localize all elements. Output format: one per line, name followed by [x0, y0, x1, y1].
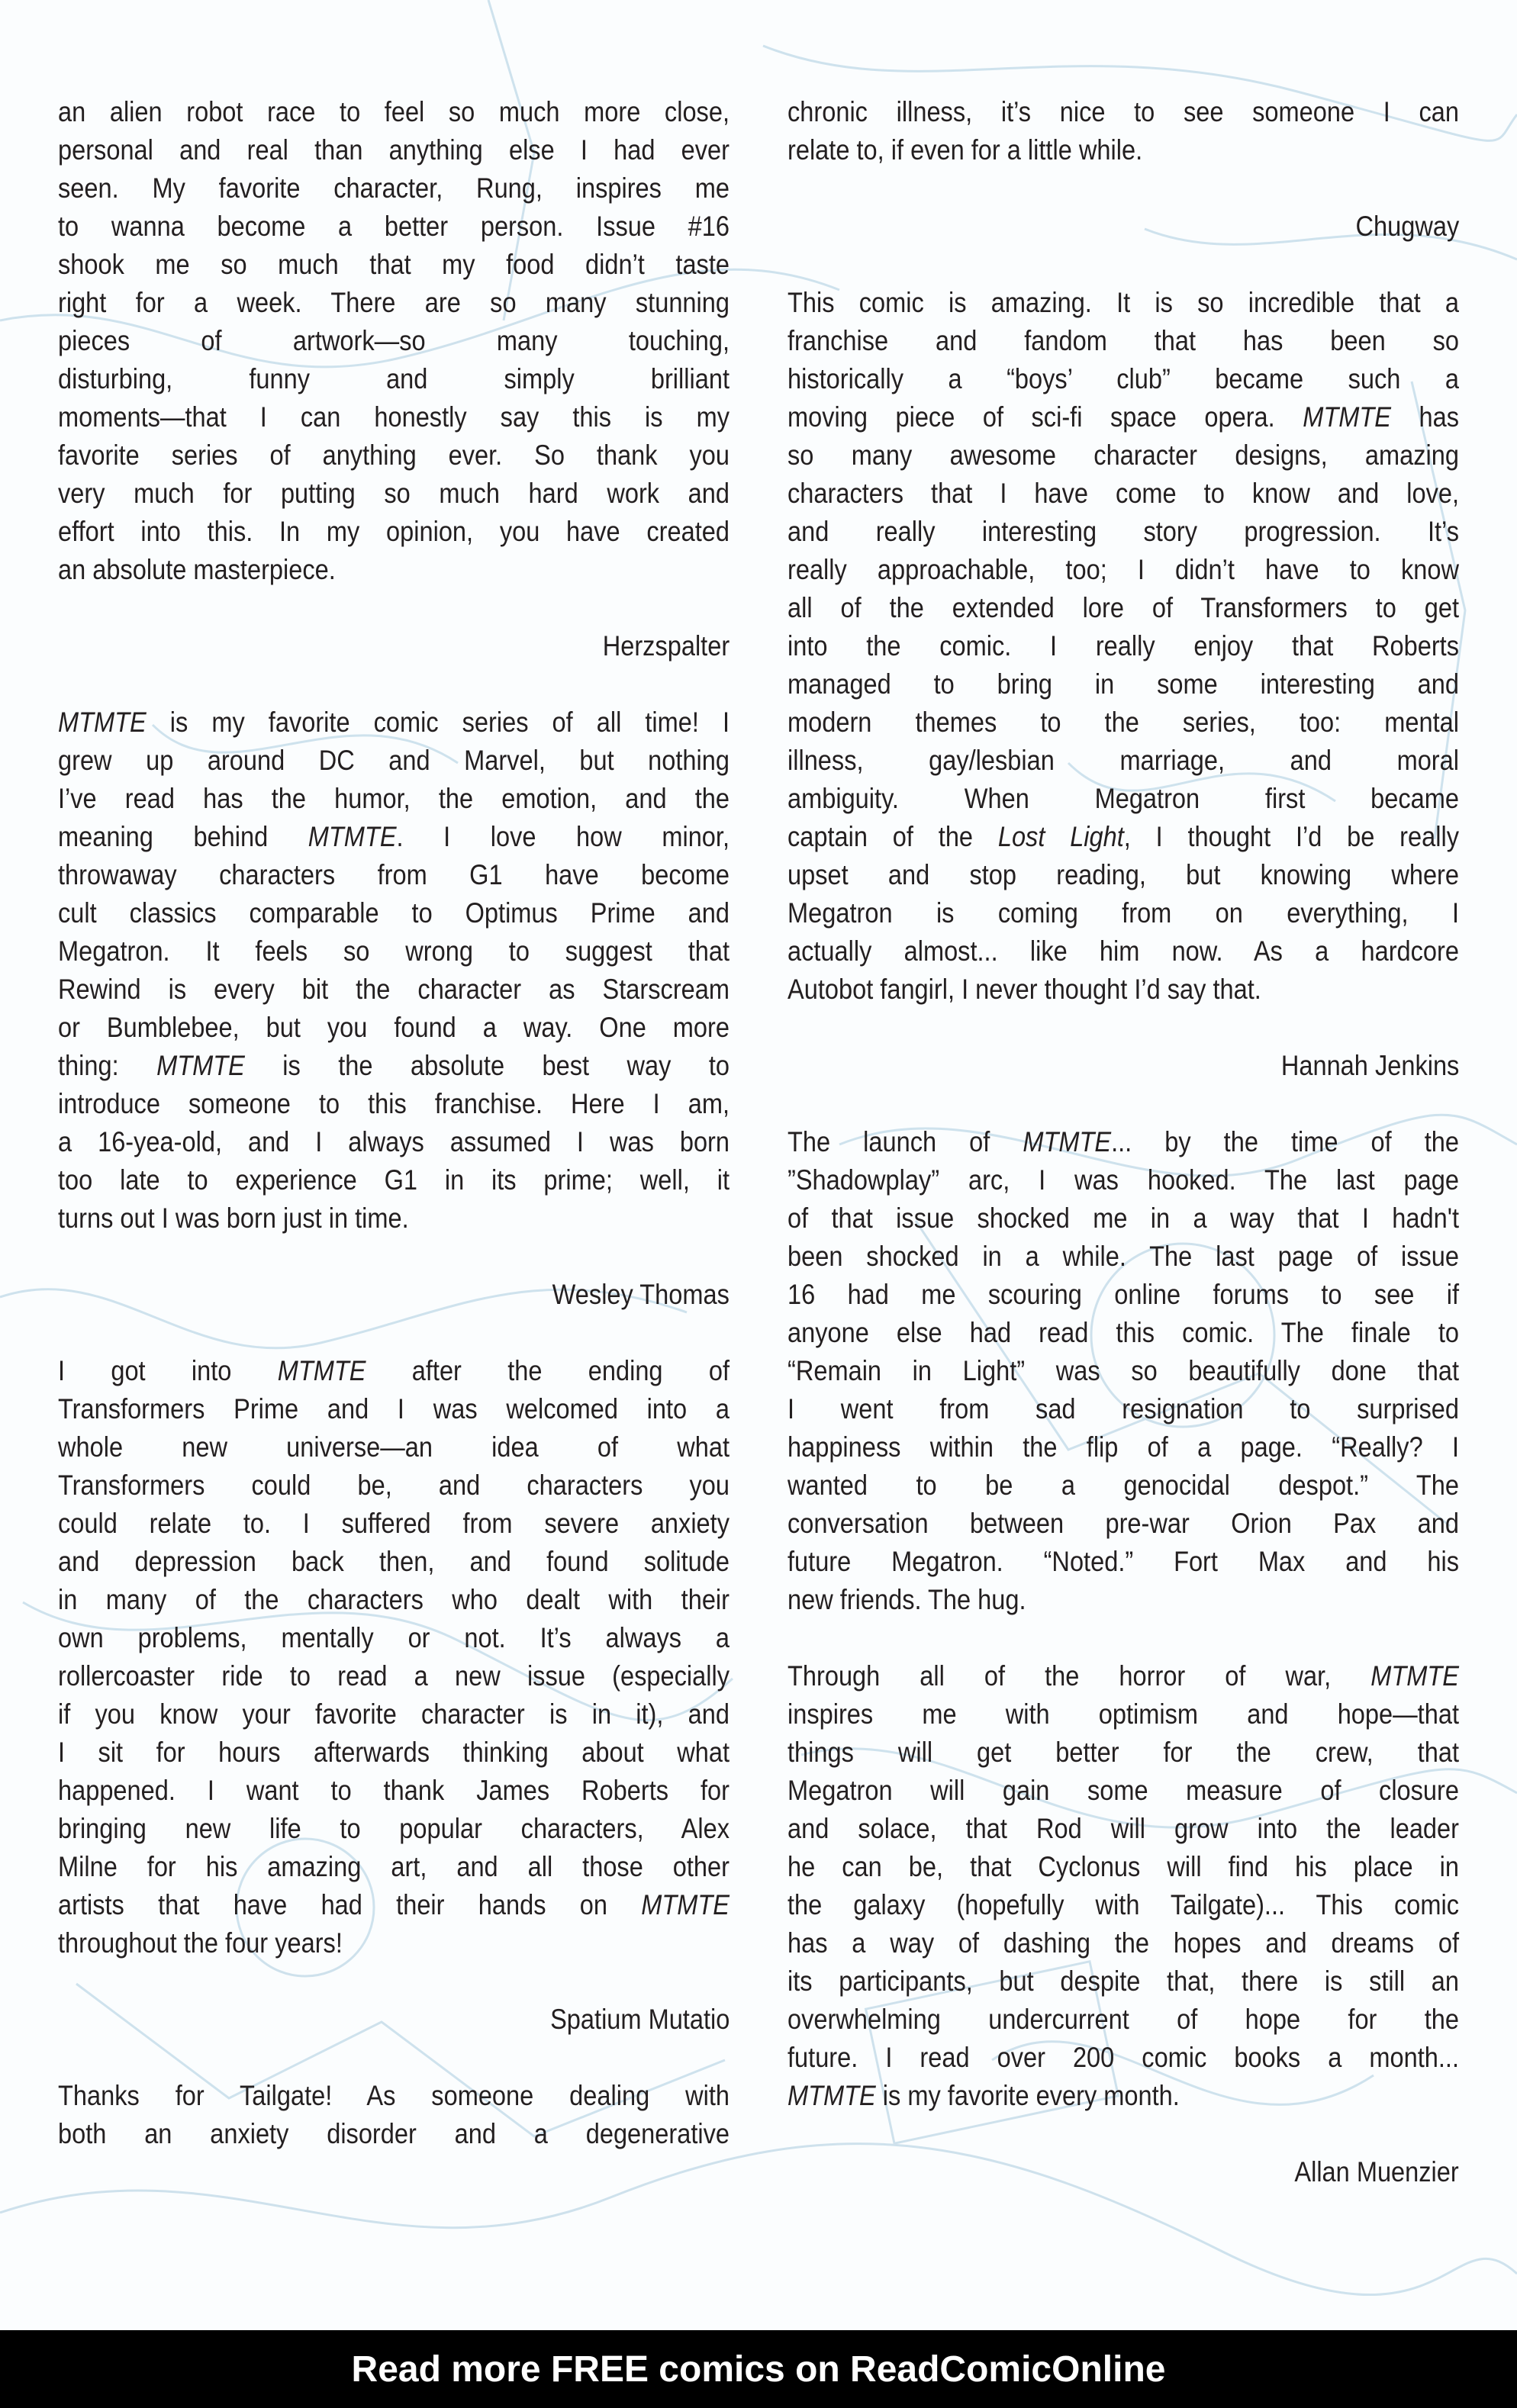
text-line: too late to experience G1 in its prime; well, it	[58, 1164, 730, 1196]
text-line: really approachable, too; I didn’t have to know	[787, 554, 1459, 585]
italic-title: MTMTE	[641, 1889, 730, 1920]
italic-title: MTMTE	[787, 2080, 876, 2111]
letter-paragraph	[58, 2077, 730, 2153]
text-line: inspires me with optimism and hope—that	[787, 1698, 1459, 1730]
signature-name: Wesley Thomas	[552, 1279, 730, 1310]
text-line: Milne for his amazing art, and all those other	[58, 1851, 730, 1882]
text-line: has a way of dashing the hopes and dreams of	[787, 1927, 1459, 1959]
text-line: This comic is amazing. It is so incredible that a	[787, 287, 1459, 318]
text-line: The launch of MTMTE... by the time of the	[787, 1126, 1459, 1157]
text-line: turns out I was born just in time.	[58, 1202, 409, 1234]
text-line: conversation between pre-war Orion Pax and	[787, 1508, 1459, 1539]
text-line: could relate to. I suffered from severe anxiety	[58, 1508, 730, 1539]
text-line: shook me so much that my food didn’t taste	[58, 249, 730, 280]
letter-signature	[787, 2153, 1459, 2191]
text-line: anyone else had read this comic. The finale to	[787, 1317, 1459, 1348]
text-line: the galaxy (hopefully with Tailgate)... This comic	[787, 1889, 1459, 1920]
italic-title: MTMTE	[308, 821, 397, 852]
text-line: managed to bring in some interesting and	[787, 668, 1459, 700]
letters-column-right	[787, 93, 1459, 2229]
text-line: its participants, but despite that, there is still an	[787, 1965, 1459, 1997]
text-line: whole new universe—an idea of what	[58, 1431, 730, 1463]
text-line: future. I read over 200 comic books a month...	[787, 2042, 1459, 2073]
text-line: all of the extended lore of Transformers to get	[787, 592, 1459, 623]
text-line: 16 had me scouring online forums to see if	[787, 1279, 1459, 1310]
text-line: introduce someone to this franchise. Here I am,	[58, 1088, 730, 1119]
text-line: moments—that I can honestly say this is my	[58, 401, 730, 433]
text-line: “Remain in Light” was so beautifully done that	[787, 1355, 1459, 1386]
text-line: Rewind is every bit the character as Starscream	[58, 974, 730, 1005]
text-line: Megatron. It feels so wrong to suggest that	[58, 935, 730, 967]
text-line: modern themes to the series, too: mental	[787, 707, 1459, 738]
italic-title: MTMTE	[1370, 1660, 1459, 1692]
text-line: moving piece of sci-fi space opera. MTMTE has	[787, 401, 1460, 433]
letter-paragraph	[58, 703, 730, 1238]
text-line: I’ve read has the humor, the emotion, and the	[58, 783, 730, 814]
text-line: effort into this. In my opinion, you have created	[58, 516, 730, 547]
text-line: historically a “boys’ club” became such a	[787, 363, 1459, 394]
text-line: thing: MTMTE is the absolute best way to	[58, 1050, 730, 1081]
text-line: to wanna become a better person. Issue #16	[58, 211, 730, 242]
text-line: happened. I want to thank James Roberts for	[58, 1775, 730, 1806]
letter-signature	[58, 627, 730, 665]
text-line: chronic illness, it’s nice to see someone I can	[787, 96, 1459, 127]
text-line: and really interesting story progression. It’s	[787, 516, 1459, 547]
signature-name: Herzspalter	[602, 630, 730, 662]
signature-name: Spatium Mutatio	[549, 2004, 730, 2035]
letter-paragraph	[58, 1352, 730, 1962]
footer-banner-text[interactable]: Read more FREE comics on ReadComicOnline	[351, 2348, 1166, 2390]
text-line: and solace, that Rod will grow into the leader	[787, 1813, 1459, 1844]
text-line: into the comic. I really enjoy that Roberts	[787, 630, 1459, 662]
text-line: ”Shadowplay” arc, I was hooked. The last page	[787, 1164, 1459, 1196]
text-line: I got into MTMTE after the ending of	[58, 1355, 730, 1386]
text-line: future Megatron. “Noted.” Fort Max and his	[787, 1546, 1459, 1577]
letters-column-left	[58, 93, 730, 2191]
text-line: franchise and fandom that has been so	[787, 325, 1459, 356]
text-line: meaning behind MTMTE. I love how minor,	[58, 821, 730, 852]
italic-title: Lost Light	[997, 821, 1124, 852]
text-line: MTMTE is my favorite comic series of all time! I	[58, 707, 730, 738]
text-line: wanted to be a genocidal despot.” The	[787, 1470, 1459, 1501]
text-line: characters that I have come to know and love,	[787, 478, 1459, 509]
text-line: MTMTE is my favorite every month.	[787, 2080, 1180, 2111]
text-line: bringing new life to popular characters, Alex	[58, 1813, 730, 1844]
signature-name: Hannah Jenkins	[1280, 1050, 1459, 1081]
text-line: Megatron will gain some measure of closure	[787, 1775, 1459, 1806]
letter-signature	[58, 2001, 730, 2039]
text-line: personal and real than anything else I had ever	[58, 134, 730, 166]
text-line: I went from sad resignation to surprised	[787, 1393, 1459, 1425]
text-line: an absolute masterpiece.	[58, 554, 336, 585]
text-line: artists that have had their hands on MTMTE	[58, 1889, 730, 1920]
text-line: a 16-yea-old, and I always assumed I was born	[58, 1126, 730, 1157]
text-line: right for a week. There are so many stunning	[58, 287, 730, 318]
text-line: ambiguity. When Megatron first became	[787, 783, 1459, 814]
text-line: new friends. The hug.	[787, 1584, 1026, 1615]
letter-signature	[58, 1276, 730, 1314]
text-line: Transformers could be, and characters you	[58, 1470, 730, 1501]
text-line: of that issue shocked me in a way that I hadn't	[787, 1202, 1459, 1234]
italic-title: MTMTE	[1303, 401, 1391, 433]
text-line: if you know your favorite character is in it), and	[58, 1698, 730, 1730]
text-line: things will get better for the crew, that	[787, 1737, 1459, 1768]
letter-signature	[787, 1047, 1459, 1085]
signature-name: Allan Muenzier	[1294, 2156, 1459, 2187]
text-line: Transformers Prime and I was welcomed into a	[58, 1393, 730, 1425]
text-line: cult classics comparable to Optimus Prime and	[58, 897, 730, 929]
text-line: and depression back then, and found solitude	[58, 1546, 730, 1577]
letter-paragraph	[787, 1657, 1459, 2115]
text-line: an alien robot race to feel so much more close,	[58, 96, 730, 127]
text-line: illness, gay/lesbian marriage, and moral	[787, 745, 1459, 776]
italic-title: MTMTE	[156, 1050, 245, 1081]
text-line: grew up around DC and Marvel, but nothing	[58, 745, 730, 776]
text-line: I sit for hours afterwards thinking about what	[58, 1737, 730, 1768]
italic-title: MTMTE	[1023, 1126, 1112, 1157]
letter-paragraph	[58, 93, 730, 589]
text-line: happiness within the flip of a page. “Really? I	[787, 1431, 1459, 1463]
text-line: in many of the characters who dealt with their	[58, 1584, 730, 1615]
text-line: so many awesome character designs, amazing	[787, 439, 1459, 471]
italic-title: MTMTE	[58, 707, 147, 738]
letter-paragraph	[787, 284, 1459, 1009]
text-line: favorite series of anything ever. So thank you	[58, 439, 730, 471]
text-line: disturbing, funny and simply brilliant	[58, 363, 730, 394]
text-line: or Bumblebee, but you found a way. One more	[58, 1012, 730, 1043]
text-line: relate to, if even for a little while.	[787, 134, 1143, 166]
letter-paragraph	[787, 1123, 1459, 1619]
text-line: seen. My favorite character, Rung, inspires me	[58, 172, 730, 204]
signature-name: Chugway	[1355, 211, 1459, 242]
text-line: own problems, mentally or not. It’s always a	[58, 1622, 730, 1653]
text-line: actually almost... like him now. As a hardcore	[787, 935, 1459, 967]
text-line: pieces of artwork—so many touching,	[58, 325, 730, 356]
footer-banner[interactable]	[0, 2330, 1517, 2408]
text-line: been shocked in a while. The last page of issue	[787, 1241, 1459, 1272]
letter-signature	[787, 208, 1459, 246]
text-line: throwaway characters from G1 have become	[58, 859, 730, 890]
italic-title: MTMTE	[277, 1355, 366, 1386]
text-line: captain of the Lost Light, I thought I’d be really	[787, 821, 1459, 852]
text-line: Through all of the horror of war, MTMTE	[787, 1660, 1459, 1692]
text-line: throughout the four years!	[58, 1927, 343, 1959]
text-line: upset and stop reading, but knowing where	[787, 859, 1459, 890]
text-line: Megatron is coming from on everything, I	[787, 897, 1459, 929]
text-line: both an anxiety disorder and a degenerative	[58, 2118, 730, 2149]
text-line: Thanks for Tailgate! As someone dealing with	[58, 2080, 730, 2111]
text-line: Autobot fangirl, I never thought I’d say that.	[787, 974, 1261, 1005]
text-line: overwhelming undercurrent of hope for the	[787, 2004, 1459, 2035]
letter-paragraph	[787, 93, 1459, 169]
text-line: rollercoaster ride to read a new issue (especially	[58, 1660, 730, 1692]
text-line: very much for putting so much hard work and	[58, 478, 730, 509]
text-line: he can be, that Cyclonus will find his place in	[787, 1851, 1459, 1882]
